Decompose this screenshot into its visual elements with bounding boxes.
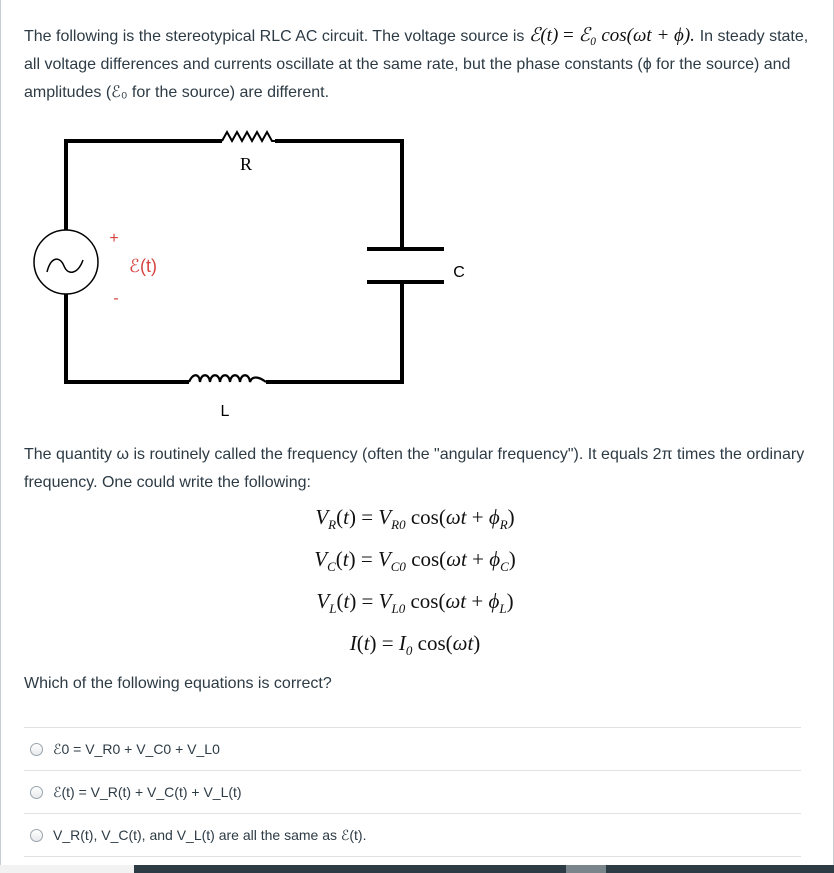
equation-vl: $V_L(t) = V_{L0}$ $\cos(\omega t + \phi_L)$ [316, 589, 514, 617]
source-eq-sign: = [563, 25, 574, 46]
rlc-circuit-diagram [0, 120, 834, 430]
answer-label[interactable]: V_R(t), V_C(t), and V_L(t) are all the same as ℰ(t). [53, 826, 367, 843]
capacitor-label: C [453, 264, 465, 281]
answer-option[interactable] [24, 813, 801, 857]
answer-option[interactable] [24, 770, 801, 813]
answer-label[interactable]: ℰ(t) = V_R(t) + V_C(t) + V_L(t) [53, 783, 242, 800]
source-minus: - [113, 290, 119, 307]
source-label: ℰ(t) [129, 256, 157, 276]
resistor-symbol [222, 132, 275, 141]
inductor-symbol [189, 375, 266, 382]
intro-line-a: The following is the stereotypical RLC AC circuit. The voltage source is [24, 28, 525, 45]
radio-button[interactable] [30, 786, 43, 799]
equation-current: $I(t) = I_0$ cos(ωt) [349, 631, 481, 659]
answer-label[interactable]: ℰ0 = V_R0 + V_C0 + V_L0 [53, 740, 220, 757]
radio-button[interactable] [30, 829, 43, 842]
source-rhs: ℰ₀ cos(ωt + ϕ). [578, 25, 695, 46]
ac-source-symbol [34, 230, 98, 294]
inductor-label: L [220, 403, 230, 420]
bottom-scrollbar[interactable] [134, 865, 834, 873]
question-text: Which of the following equations is correct? [24, 675, 332, 692]
intro-paragraph [24, 22, 814, 107]
frequency-paragraph: The quantity ω is routinely called the frequency (often the "angular frequency"). It equals 2π times the ordinary frequency. One could write the following: [24, 446, 805, 491]
intro-line-b: In steady state, all voltage differences and currents oscillate at the same rate, but the phase constants (ϕ for the source) and amplitudes (ℰ₀ for the source) are different. [24, 28, 809, 101]
equation-vc: $V_C(t) = V_{C0}$ $\cos(\omega t + \phi_C)$ [314, 547, 516, 575]
radio-button[interactable] [30, 743, 43, 756]
source-formula [529, 25, 700, 46]
source-plus: + [109, 230, 119, 247]
answer-list [24, 727, 801, 857]
resistor-label: R [239, 154, 253, 174]
equation-vr: $V_R(t) = V_{R0}$ $\cos(\omega t + \phi_R)$ [315, 505, 515, 533]
bottom-scrollbar-thumb[interactable] [566, 865, 606, 873]
source-lhs: ℰ(t) [528, 25, 559, 46]
capacitor-symbol [367, 249, 444, 282]
answer-option[interactable] [24, 727, 801, 770]
circuit-wires [66, 141, 402, 382]
